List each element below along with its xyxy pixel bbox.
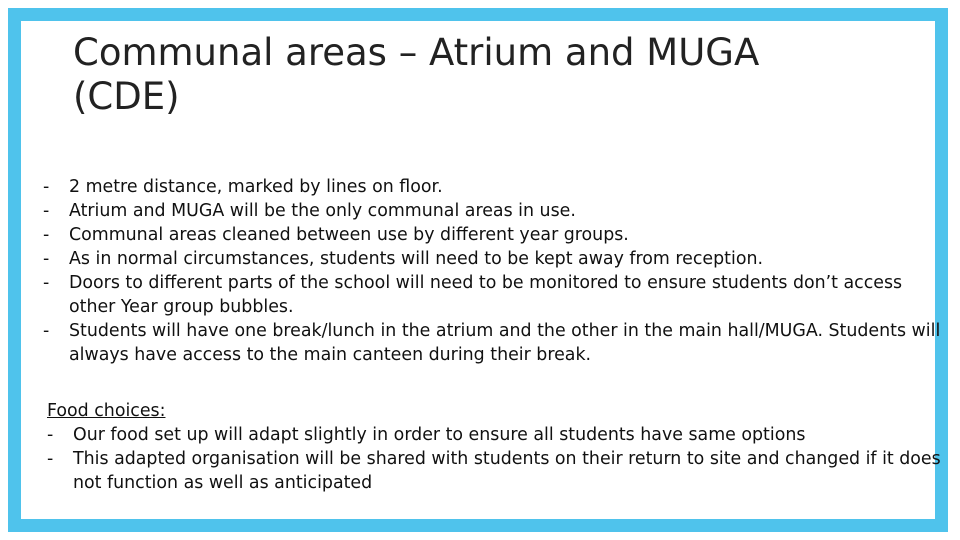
bullet-item: - Students will have one break/lunch in the atrium and the other in the main hall/MUGA. Students will always have access to the main canteen during their break.: [43, 319, 943, 367]
food-item: - Our food set up will adapt slightly in order to ensure all students have same options: [47, 423, 952, 447]
bullet-item: - As in normal circumstances, students will need to be kept away from reception.: [43, 247, 943, 271]
bullet-item: - Communal areas cleaned between use by different year groups.: [43, 223, 943, 247]
slide: [21, 21, 941, 519]
bullet-item: - Doors to different parts of the school will need to be monitored to ensure students don’t access other Year group bubbles.: [43, 271, 943, 319]
title-line-1: Communal areas – Atrium and MUGA: [73, 31, 760, 74]
bullet-item: - 2 metre distance, marked by lines on floor.: [43, 175, 943, 199]
slide-title: [73, 31, 873, 119]
food-item: - This adapted organisation will be shared with students on their return to site and changed if it does not function as well as anticipated: [47, 447, 952, 495]
title-line-2: (CDE): [73, 75, 180, 118]
food-heading: Food choices:: [47, 401, 166, 421]
food-list: [47, 423, 952, 495]
slide-frame: [8, 8, 948, 532]
bullet-list: [43, 175, 943, 367]
bullet-item: - Atrium and MUGA will be the only communal areas in use.: [43, 199, 943, 223]
food-section: [47, 399, 952, 495]
